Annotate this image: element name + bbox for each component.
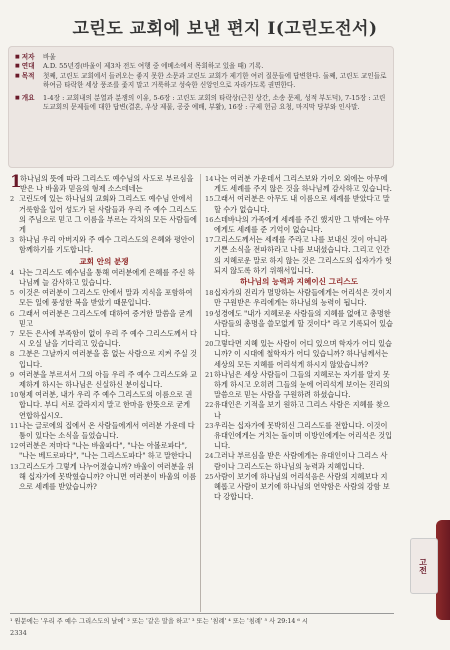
intro-value: 바울 (43, 53, 56, 61)
verse-text: 그분은 그날까지 여러분을 흠 없는 사람으로 지켜 주실 것입니다. (19, 349, 197, 369)
verse (205, 215, 393, 235)
intro-row (15, 53, 387, 62)
verse-number: 6 (10, 309, 15, 318)
verse (205, 370, 393, 401)
verse (205, 174, 393, 194)
right-column (205, 174, 393, 503)
verse-text: 그래서 여러분은 아무도 내 이름으로 세례를 받았다고 말할 수가 없습니다. (214, 194, 390, 214)
verse-number: 14 (205, 175, 214, 183)
verse-text: 유대인은 기적을 보기 원하고 그리스 사람은 지혜를 찾으나 (214, 400, 390, 420)
verse-number: 25 (205, 472, 214, 481)
verse-text: 그러나 부르심을 받은 사람에게는 유대인이나 그리스 사람이나 그리스도는 하나님의 능력과 지혜입니다. (214, 451, 388, 471)
verse-text: 나는 그리스도 예수님을 통해 여러분에게 은혜를 주신 하나님께 늘 감사하고 있습니다. (19, 267, 195, 288)
verse (10, 235, 198, 255)
footnote-divider (10, 613, 394, 614)
verse (10, 288, 198, 308)
verse-text: 고린도에 있는 하나님의 교회와 그리스도 예수님 안에서 거룩함을 입어 성도가 된 사람들과 우리 주 예수 그리스도의 주님으로 믿고 그 이름을 부르는 각처의 모든 사람들에게 (19, 194, 197, 235)
verse-number: 11 (10, 421, 19, 430)
section-heading: 교회 안의 분쟁 (79, 256, 129, 266)
page-number: 2334 (10, 629, 27, 637)
verse-text: 그래서 여러분은 그리스도에 대하여 증거한 말씀을 굳게 믿고 (19, 308, 193, 328)
intro-row (15, 94, 387, 113)
verse-text: 그리스도께서는 세례를 주라고 나를 보내신 것이 아니라 기쁜 소식을 전파하라고 나를 보내셨습니다. 그리고 인간의 지혜로운 말로 하지 않는 것은 그리스도의 십자가가 헛되지 않도록 하기 위해서입니다. (214, 235, 392, 275)
verse-text: 성경에도 "내가 지혜로운 사람들의 지혜를 없애고 총명한 사람들의 총명을 쓸모없게 할 것이다" 라고 기록되어 있습니다. (214, 308, 393, 339)
verse (205, 235, 393, 276)
book-side-tab[interactable]: 고전 (410, 538, 438, 594)
intro-row (15, 62, 387, 71)
verse-text: 형제 여러분, 내가 우리 주 예수 그리스도의 이름으로 권합니다. 부디 서로 갈라지지 말고 한마음 한뜻으로 굳게 연합하십시오. (19, 390, 193, 420)
verse-number: 5 (10, 289, 15, 298)
verse-number: 16 (205, 215, 214, 224)
verse (10, 174, 198, 194)
verse (10, 441, 198, 461)
verse-text: 하나님은 세상 사람들이 그들의 지혜로는 자기를 알지 못하게 하시고 오히려 그들의 눈에 어리석게 보이는 진리의 말씀으로 믿는 사람을 구원하려 하셨습니다. (214, 369, 390, 400)
verse (205, 288, 393, 308)
verse (205, 309, 393, 340)
section-heading: 하나님의 능력과 지혜이신 그리스도 (240, 277, 358, 287)
verse-number: 2 (10, 195, 15, 204)
verse-number: 10 (10, 391, 19, 400)
verse (205, 451, 393, 471)
intro-key: ■ 개요 (15, 94, 43, 113)
verse-number: 18 (205, 289, 214, 298)
verse-text: 십자가의 진리가 멸망하는 사람들에게는 어리석은 것이지만 구원받은 우리에게는 하나님의 능력이 됩니다. (214, 288, 393, 308)
verse-number: 4 (10, 268, 15, 277)
verse (10, 329, 198, 349)
verse-text: 모든 은사에 부족함이 없이 우리 주 예수 그리스도께서 다시 오실 날을 기다리고 있습니다. (19, 329, 197, 349)
verse-number: 17 (205, 236, 214, 245)
verse-number: 15 (205, 195, 214, 204)
verse-text: 여러분을 부르셔서 그의 아들 우리 주 예수 그리스도와 교제하게 하시는 하나님은 신실하신 분이십니다. (19, 369, 197, 390)
verse-number: 3 (10, 236, 15, 245)
footnotes: ¹ 원문에는 '우리 주 예수 그리스도의 날에' ² 또는 '같은 말을 하고' ³ 또는 '침례' ⁴ 또는 '침례' ⁵ 사 29:14 ⁶ 시 (10, 618, 308, 625)
verse-text: 사람이 보기에 하나님의 어리석음은 사람의 지혜보다 지혜롭고 사람이 보기에 하나님의 연약함은 사람의 강함 보다 강합니다. (214, 471, 390, 502)
verse-text: 스데바나의 가족에게 세례를 주긴 했지만 그 밖에는 아무에게도 세례를 준 기억이 없습니다. (214, 214, 390, 235)
page-edge-marker (436, 520, 450, 620)
verse-number: 23 (205, 421, 214, 430)
verse (205, 400, 393, 420)
verse-text: 나는 여러분 가운데서 그리스보와 가이오 외에는 아무에게도 세례를 주지 않은 것을 하나님께 감사하고 있습니다. (214, 174, 392, 194)
intro-key: ■ 목적 (15, 72, 43, 91)
column-divider (200, 174, 201, 612)
verse-number: 8 (10, 350, 15, 359)
page-title: 고린도 교회에 보낸 편지 Ⅰ(고린도전서) (72, 19, 378, 39)
verse (10, 370, 198, 390)
intro-value: A.D. 55년경(바울이 제3차 전도 여행 중 에베소에서 목회하고 있을 때) 기록. (43, 62, 264, 71)
verse-number: 13 (10, 462, 19, 471)
verse-number: 20 (205, 340, 214, 349)
verse (205, 194, 393, 214)
verse-text: 그렇다면 지혜 있는 사람이 어디 있으며 학자가 어디 있습니까? 이 시대에 철학자가 어디 있습니까? 하나님께서는 세상의 모든 지혜를 어리석게 하시지 않았습니까? (214, 339, 392, 369)
verse-text: 하나님의 뜻에 따라 그리스도 예수님의 사도로 부르심을 받은 나 바울과 믿음의 형제 소스데네는 (20, 174, 194, 194)
verse (10, 421, 198, 441)
verse (10, 390, 198, 421)
left-column (10, 174, 198, 492)
intro-key: ■ 연대 (15, 62, 43, 71)
verse-text: 여러분은 저마다 "나는 바울파다", "나는 아볼로파다", "나는 베드로파다", "나는 그리스도파다" 하고 말한다니 (19, 441, 192, 461)
verse-text: 이것은 여러분이 그리스도 안에서 말과 지식을 포함하여 모든 일에 풍성한 복을 받았기 때문입니다. (19, 288, 193, 308)
verse-number: 1 (10, 172, 22, 192)
verse (10, 194, 198, 235)
verse (205, 339, 393, 370)
intro-value: 1-4장 : 교회내의 분열과 분쟁의 이유, 5-6장 : 고린도 교회의 타락상(근친 상간, 소송 문제, 성적 부도덕), 7-15장 : 고린도교회의 문제들에 대한 답변(결혼, 우상 제물, 공중 예배, 부활), 16장 : 구제 헌금 요청, 마지막 당부와 인사말. (43, 93, 386, 112)
verse (205, 421, 393, 452)
intro-key: ■ 저자 (15, 53, 43, 62)
verse-number: 9 (10, 370, 15, 379)
verse-text: 하나님 우리 아버지와 주 예수 그리스도의 은혜와 평안이 함께하기를 기도합니다. (19, 235, 195, 255)
intro-row (15, 72, 387, 91)
book-introduction (8, 46, 394, 168)
intro-value: 첫째, 고린도 교회에서 들려오는 좋지 못한 소문과 고린도 교회가 제기한 여러 질문들에 답변한다. 둘째, 고린도 교인들로 하여금 타락한 세상 풍조를 좇지 말고 거룩하고 성숙한 신앙인으로 자라가도록 권면한다. (43, 71, 387, 90)
verse-number: 19 (205, 309, 214, 318)
verse (10, 462, 198, 493)
verse-text: 우리는 십자가에 못박히신 그리스도를 전합니다. 이것이 유대인에게는 거치는 돌이며 이방인에게는 어리석은 것입니다. (214, 420, 393, 451)
verse-number: 12 (10, 442, 19, 451)
verse-text: 나는 글로에의 집에서 온 사람들에게서 여러분 가운데 다툼이 있다는 소식을 들었습니다. (19, 420, 195, 441)
verse-number: 24 (205, 452, 214, 461)
verse-text: 그리스도가 그렇게 나누어졌습니까? 바울이 여러분을 위해 십자가에 못박혔습니까? 아니면 여러분이 바울의 이름으로 세례를 받았습니까? (19, 461, 197, 492)
verse-number: 7 (10, 330, 15, 339)
verse (10, 309, 198, 329)
verse-number: 22 (205, 401, 214, 410)
verse (10, 349, 198, 369)
verse (205, 472, 393, 503)
verse (10, 268, 198, 288)
verse-number: 21 (205, 370, 214, 379)
